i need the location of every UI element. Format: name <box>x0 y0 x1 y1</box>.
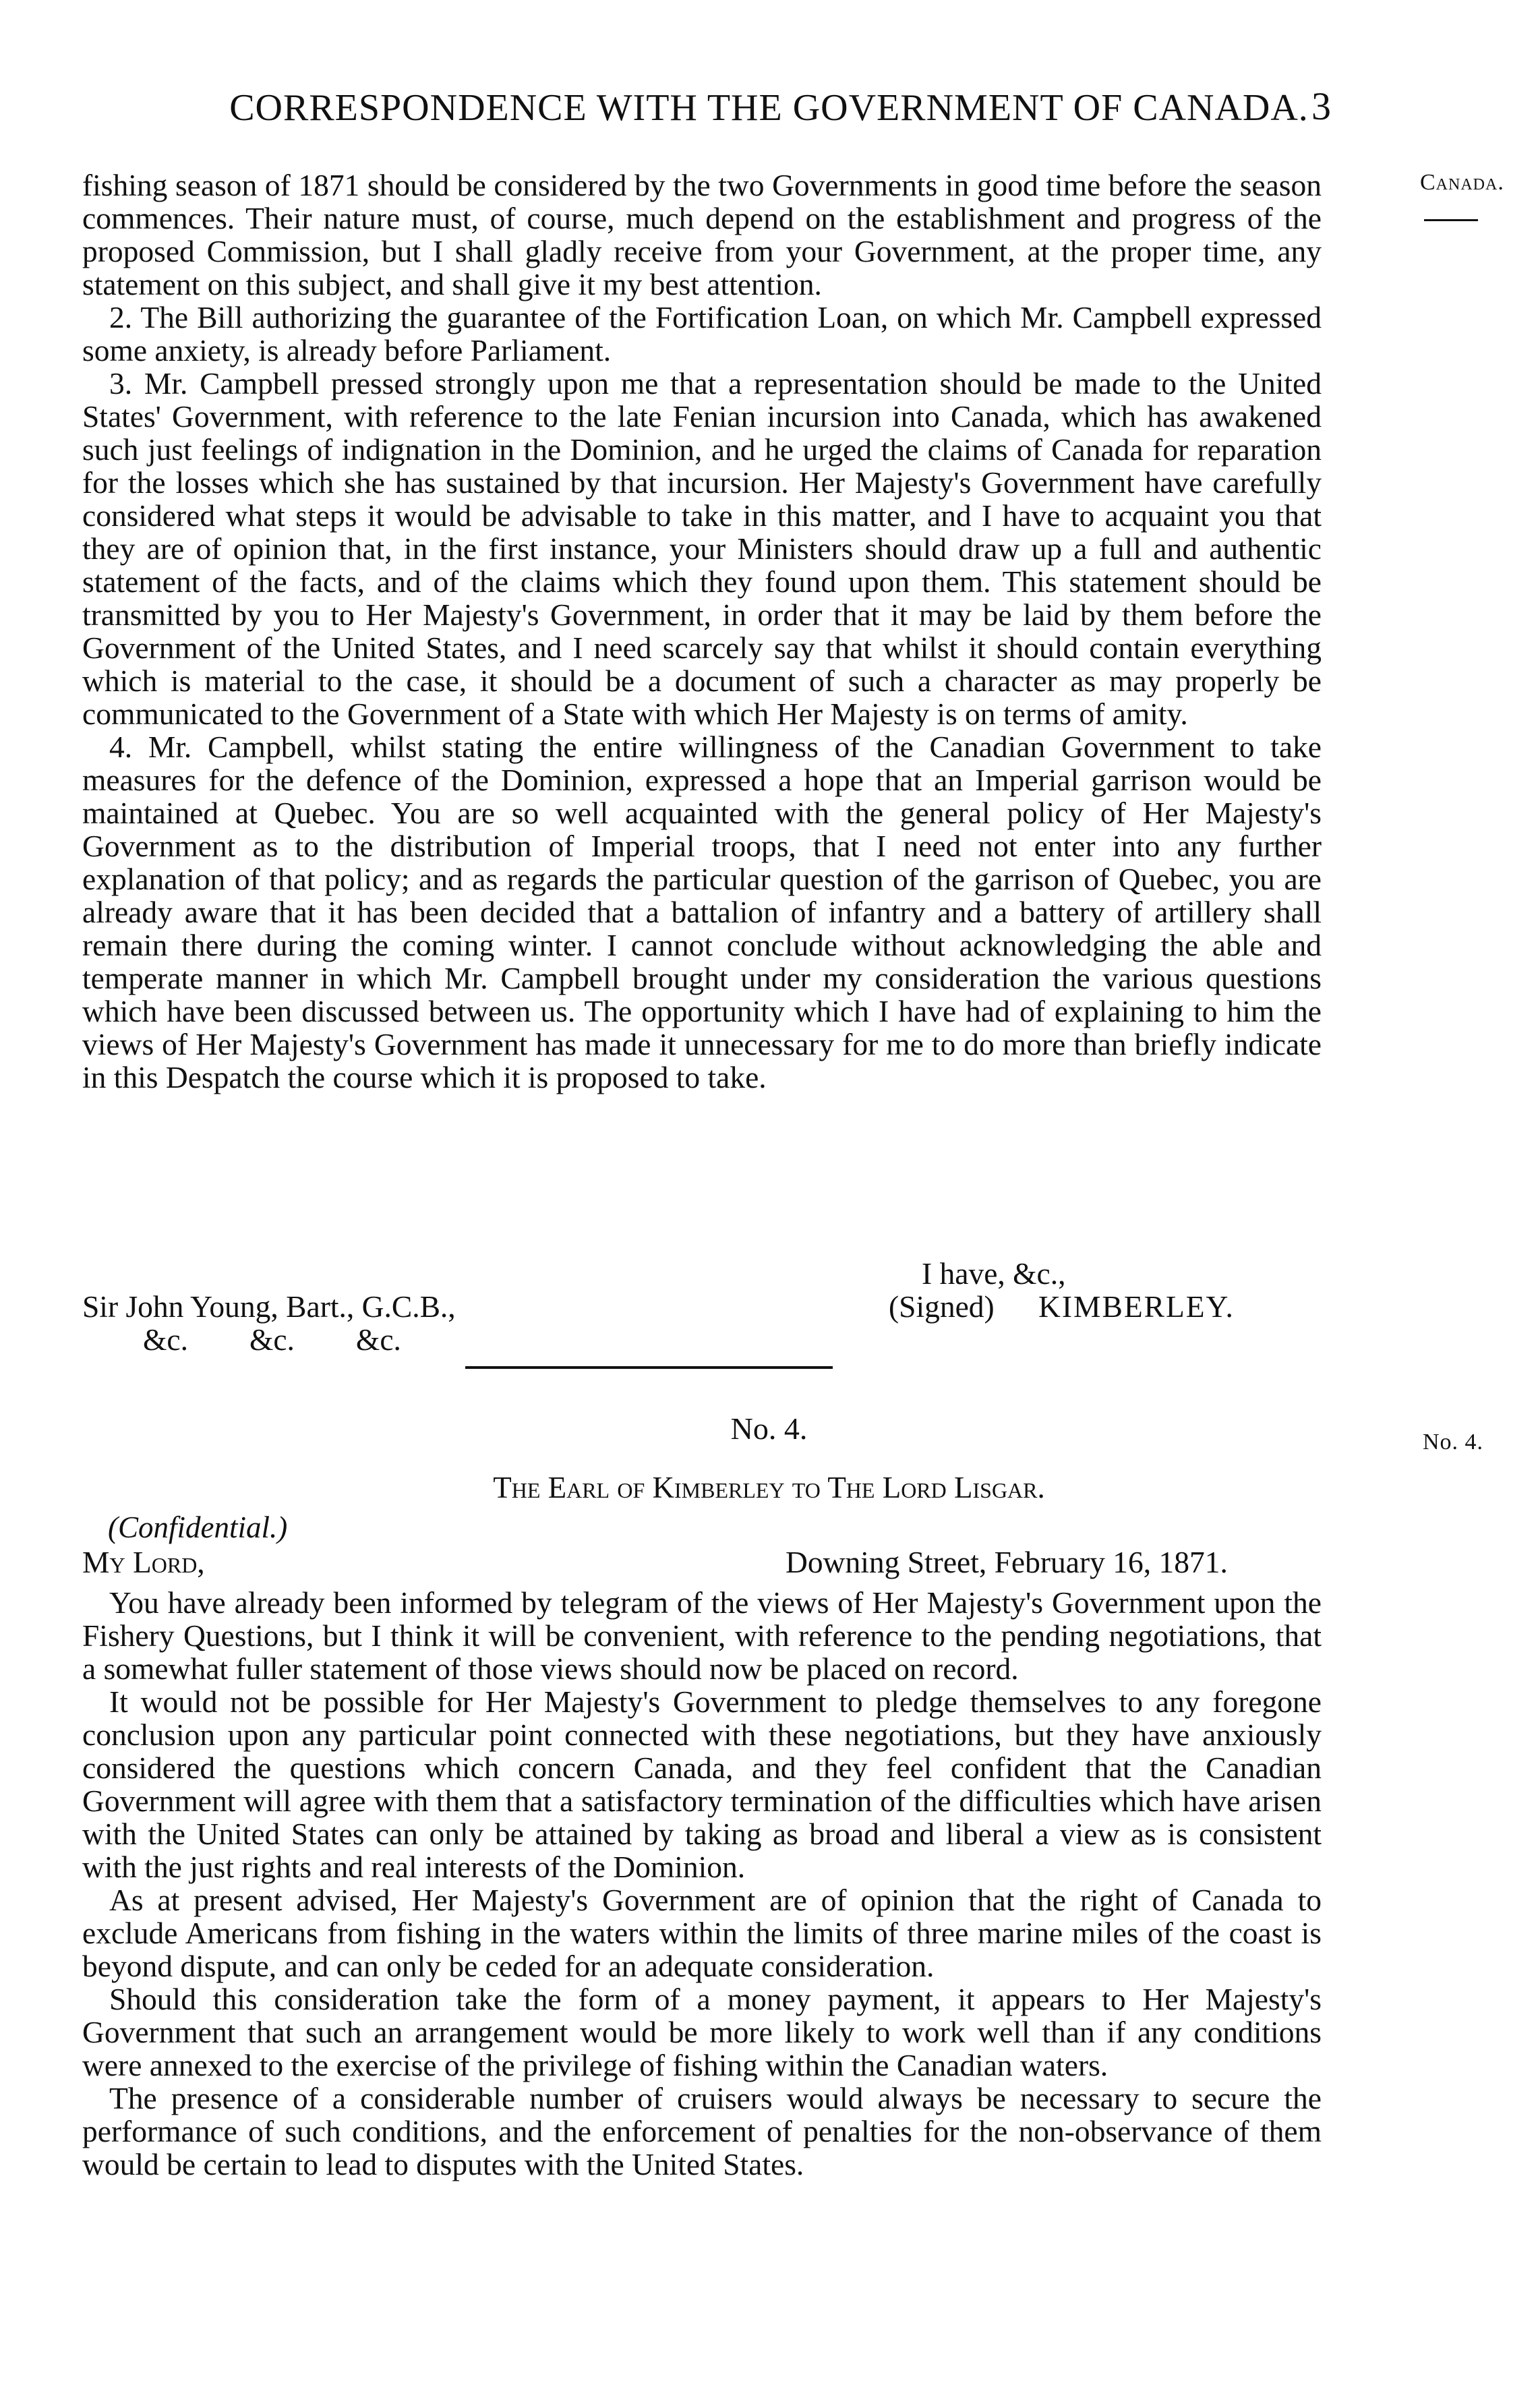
paragraph: 4. Mr. Campbell, whilst stating the entire willingness of the Canadian Government to take measures for the defence of the Dominion, expressed a hope that an Imperial garrison would be maintained at Quebec. You are so well acquainted with the general policy of Her Majesty's Government as to the distribution of Imperial troops, that I need not enter into any further explanation of that policy; and as regards the particular question of the garrison of Quebec, you are already aware that it has been decided that a battalion of infantry and a battery of artillery shall remain there during the coming winter. I cannot conclude without acknowledging the able and temperate manner in which Mr. Campbell brought under my consideration the various questions which have been discussed between us. The opportunity which I have had of explaining to him the views of Her Majesty's Government has made it unnecessary for me to do more than briefly indicate in this Despatch the course which it is proposed to take. <box>82 730 1322 1094</box>
paragraph: Should this consideration take the form of a money payment, it appears to Her Majesty's Government that such an arrangement would be more likely to work well than if any conditions were annexed to the exercise of the privilege of fishing within the Canadian waters. <box>82 1982 1322 2082</box>
running-title: CORRESPONDENCE WITH THE GOVERNMENT OF CANADA. <box>229 87 1309 129</box>
closing-formula: I have, &c., <box>922 1256 1066 1291</box>
dateline: Downing Street, February 16, 1871. <box>786 1545 1228 1579</box>
signatory: KIMBERLEY. <box>1038 1289 1235 1324</box>
addressee: Sir John Young, Bart., G.C.B., <box>82 1289 456 1324</box>
paragraph: The presence of a considerable number of cruisers would always be necessary to secure the performance of such conditions, and the enforcement of penalties for the non-observance of them would be certain to lead to disputes with the United States. <box>82 2081 1322 2181</box>
continuation-text <box>82 169 1322 1094</box>
document-title: The Earl of Kimberley to The Lord Lisgar. <box>493 1471 1045 1504</box>
section-divider <box>465 1366 833 1369</box>
paragraph: It would not be possible for Her Majesty's Government to pledge themselves to any foregone conclusion upon any particular point connected with these negotiations, but they have anxiously considered the questions which concern Canada, and they feel confident that the Canadian Government will agree with them that a satisfactory termination of the difficulties which have arisen with the United States can only be attained by taking as broad and liberal a view as is consistent with the just rights and real interests of the Dominion. <box>82 1684 1322 1884</box>
paragraph: 3. Mr. Campbell pressed strongly upon me that a representation should be made to the United States' Government, with reference to the late Fenian incursion into Canada, which has awakened such just feelings of indignation in the Dominion, and he urged the claims of Canada for reparation for the losses which she has sustained by that incursion. Her Majesty's Government have carefully considered what steps it would be advisable to take in this matter, and I have to acquaint you that they are of opinion that, in the first instance, your Ministers should draw up a full and authentic statement of the facts, and of the claims which they found upon them. This statement should be transmitted by you to Her Majesty's Government, in order that it may be laid by them before the Government of the United States, and I need scarcely say that whilst it should contain everything which is material to the case, it should be a document of such a character as may properly be communicated to the Government of a State with which Her Majesty is on terms of amity. <box>82 366 1322 731</box>
signature-block <box>82 1257 1322 1356</box>
document-number: No. 4. <box>730 1411 808 1446</box>
page-number: 3 <box>1311 84 1331 128</box>
paragraph: As at present advised, Her Majesty's Government are of opinion that the right of Canada to exclude Americans from fishing in the waters within the limits of three marine miles of the coast is beyond dispute, and can only be ceded for an adequate consideration. <box>82 1883 1322 1983</box>
paragraph: You have already been informed by telegram of the views of Her Majesty's Government upon the Fishery Questions, but I think it will be convenient, with reference to the pending negotiations, that a somewhat fuller statement of those views should now be placed on record. <box>82 1585 1322 1686</box>
confidential-marking: (Confidential.) <box>108 1510 288 1544</box>
margin-section-label: Canada. <box>1420 170 1504 195</box>
salutation: My Lord, <box>82 1545 205 1579</box>
paragraph: 2. The Bill authorizing the guarantee of the Fortification Loan, on which Mr. Campbell expressed some anxiety, is already before Parliament. <box>82 300 1322 368</box>
margin-doc-label: No. 4. <box>1423 1430 1484 1455</box>
et-cetera: &c. &c. &c. <box>143 1322 401 1357</box>
paragraph: fishing season of 1871 should be considered by the two Governments in good time before the season commences. Their nature must, of course, much depend on the establishment and progress of the proposed Commission, but I shall gladly receive from your Government, at the proper time, any statement on this subject, and shall give it my best attention. <box>82 168 1322 301</box>
letter-text <box>82 1586 1322 2181</box>
signed-label: (Signed) <box>889 1289 995 1324</box>
margin-rule <box>1424 219 1478 221</box>
